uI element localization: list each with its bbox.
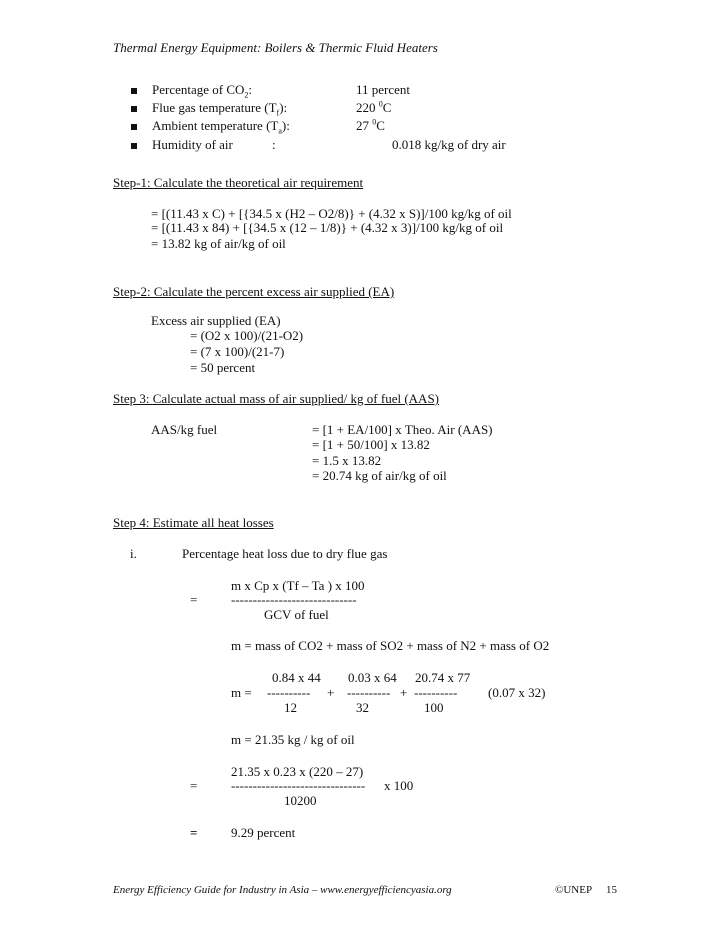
mass-definition: m = mass of CO2 + mass of SO2 + mass of N2 + mass of O2 xyxy=(231,638,550,653)
m-last-term: (0.07 x 32) xyxy=(488,685,546,700)
step2-line: = (O2 x 100)/(21-O2) xyxy=(190,328,304,343)
item-label: Flue gas temperature $(T_f)$: xyxy=(152,100,288,118)
formula2-fraction-bar: ------------------------------- xyxy=(231,778,366,793)
m-fraction-bar: ---------- xyxy=(267,685,311,700)
step3-line: = 20.74 kg of air/kg of oil xyxy=(312,468,447,483)
step1-line: = 13.82 kg of air/kg of oil xyxy=(151,236,286,251)
formula2-multiplier: x 100 xyxy=(384,778,414,793)
footer-copyright: ©UNEP xyxy=(555,884,593,896)
formula2-numerator: 21.35 x 0.23 x (220 – 27) xyxy=(231,764,364,779)
bullet-square-icon xyxy=(131,106,137,112)
item-number: i. xyxy=(130,546,137,561)
formula1-fraction-bar: ----------------------------- xyxy=(231,592,357,607)
result-value: 9.29 percent xyxy=(231,825,296,840)
formula1-equals: = xyxy=(190,592,198,607)
bullet-square-icon xyxy=(131,88,137,94)
formula1-denominator: GCV of fuel xyxy=(264,607,329,622)
step3-label: AAS/kg fuel xyxy=(151,422,218,437)
formula2-equals: = xyxy=(190,778,198,793)
bullet-square-icon xyxy=(131,143,137,149)
step3-line: = [1 + 50/100] x 13.82 xyxy=(312,437,430,452)
step2-label: Excess air supplied (EA) xyxy=(151,313,281,328)
item-label: Humidity of air xyxy=(152,137,233,152)
result-equals: = xyxy=(190,825,198,840)
step1-line: = [(11.43 x C) + [{34.5 x (H2 – O2/8)} + (4.32 x S)]/100 kg/kg of oil xyxy=(151,206,512,221)
formula2-denominator: 10200 xyxy=(284,793,317,808)
step2-line: = (7 x 100)/(21-7) xyxy=(190,344,285,359)
footer-text: Energy Efficiency Guide for Industry in Asia – www.energyefficiencyasia.org xyxy=(113,884,452,896)
m-numerator: 20.74 x 77 xyxy=(415,670,471,685)
bullet-square-icon xyxy=(131,124,137,130)
m-denominator: 12 xyxy=(284,700,297,715)
step4-heading: Step 4: Estimate all heat losses xyxy=(113,515,274,530)
step3-line: = [1 + EA/100] x Theo. Air (AAS) xyxy=(312,422,493,437)
step1-heading: Step-1: Calculate the theoretical air requirement xyxy=(113,175,364,190)
m-label: m = xyxy=(231,685,252,700)
step1-line: = [(11.43 x 84) + [{34.5 x (12 – 1/8)} + (4.32 x 3)]/100 kg/kg of oil xyxy=(151,220,504,235)
m-fraction-bar: ---------- xyxy=(414,685,458,700)
item-colon: : xyxy=(272,137,276,152)
m-plus: + xyxy=(400,685,408,700)
m-numerator: 0.84 x 44 xyxy=(272,670,321,685)
formula1-numerator: m x Cp x (Tf – Ta ) x 100 xyxy=(231,578,365,593)
step3-heading: Step 3: Calculate actual mass of air supplied/ kg of fuel (AAS) xyxy=(113,391,440,406)
step3-line: = 1.5 x 13.82 xyxy=(312,453,382,468)
item-text: Percentage heat loss due to dry flue gas xyxy=(182,546,388,561)
page-number: 15 xyxy=(606,884,617,896)
m-result: m = 21.35 kg / kg of oil xyxy=(231,732,355,747)
item-value: 0.018 kg/kg of dry air xyxy=(392,137,506,152)
step2-line: = 50 percent xyxy=(190,360,256,375)
m-plus: + xyxy=(327,685,335,700)
m-denominator: 100 xyxy=(424,700,444,715)
m-fraction-bar: ---------- xyxy=(347,685,391,700)
item-label: Ambient temperature $(T_a)$: xyxy=(152,118,290,136)
m-denominator: 32 xyxy=(356,700,369,715)
item-value: 220 $^0$C xyxy=(356,99,392,115)
step2-heading: Step-2: Calculate the percent excess air supplied (EA) xyxy=(113,284,395,299)
item-label: Percentage of $CO_2$: xyxy=(152,82,253,100)
m-numerator: 0.03 x 64 xyxy=(348,670,397,685)
page-header: Thermal Energy Equipment: Boilers & Thermic Fluid Heaters xyxy=(113,40,438,55)
item-value: 11 percent xyxy=(356,82,411,97)
item-value: 27 $^0$C xyxy=(356,117,385,133)
